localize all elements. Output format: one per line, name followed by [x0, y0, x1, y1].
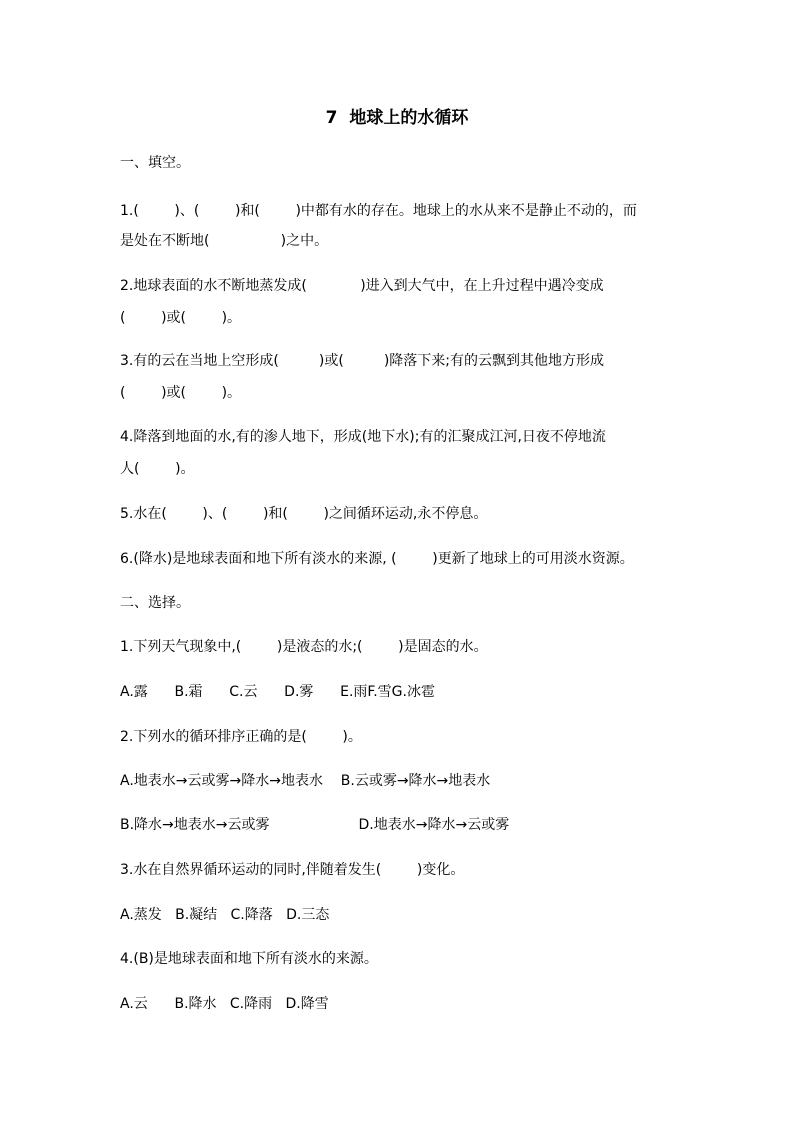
- choice-question-1-options: A.露 B.霜 C.云 D.雾 E.雨F.雪G.冰雹: [120, 684, 435, 700]
- choice-question-2-stem: 2.下列水的循环排序正确的是( )。: [120, 729, 362, 745]
- choice-question-2-options-line-2: B.降水→地表水→云或雾 D.地表水→降水→云或雾: [120, 817, 510, 833]
- fill-question-3-line-1: 3.有的云在当地上空形成( )或( )降落下来;有的云飘到其他地方形成: [120, 353, 605, 369]
- section-heading-choice: 二、选择。: [120, 595, 190, 611]
- choice-question-4-options: A.云 B.降水 C.降雨 D.降雪: [120, 996, 329, 1012]
- fill-question-4-line-2: 人( )。: [120, 461, 195, 477]
- fill-question-1-line-2: 是处在不断地( )之中。: [120, 233, 329, 249]
- choice-question-2-options-line-1: A.地表水→云或雾→降水→地表水 B.云或雾→降水→地表水: [120, 773, 491, 789]
- choice-question-3-stem: 3.水在自然界循环运动的同时,伴随着发生( )变化。: [120, 862, 465, 878]
- fill-question-3-line-2: ( )或( )。: [120, 385, 242, 401]
- fill-question-2-line-1: 2.地球表面的水不断地蒸发成( )进入到大气中，在上升过程中遇冷变成: [120, 278, 604, 294]
- fill-question-6: 6.(降水)是地球表面和地下所有淡水的来源, ( )更新了地球上的可用淡水资源。: [120, 551, 634, 567]
- page-title: 7 地球上的水循环: [325, 108, 469, 128]
- choice-question-4-stem: 4.(B)是地球表面和地下所有淡水的来源。: [120, 951, 378, 967]
- fill-question-2-line-2: ( )或( )。: [120, 310, 242, 326]
- choice-question-1-stem: 1.下列天气现象中,( )是液态的水;( )是固态的水。: [120, 639, 488, 655]
- section-heading-fill-blank: 一、填空。: [120, 155, 190, 171]
- fill-question-1-line-1: 1.( )、( )和( )中都有水的存在。地球上的水从来不是静止不动的，而: [120, 203, 637, 219]
- choice-question-3-options: A.蒸发 B.凝结 C.降落 D.三态: [120, 907, 330, 923]
- fill-question-4-line-1: 4.降落到地面的水,有的渗人地下，形成(地下水);有的汇聚成江河,日夜不停地流: [120, 429, 606, 445]
- fill-question-5: 5.水在( )、( )和( )之间循环运动,永不停息。: [120, 506, 488, 522]
